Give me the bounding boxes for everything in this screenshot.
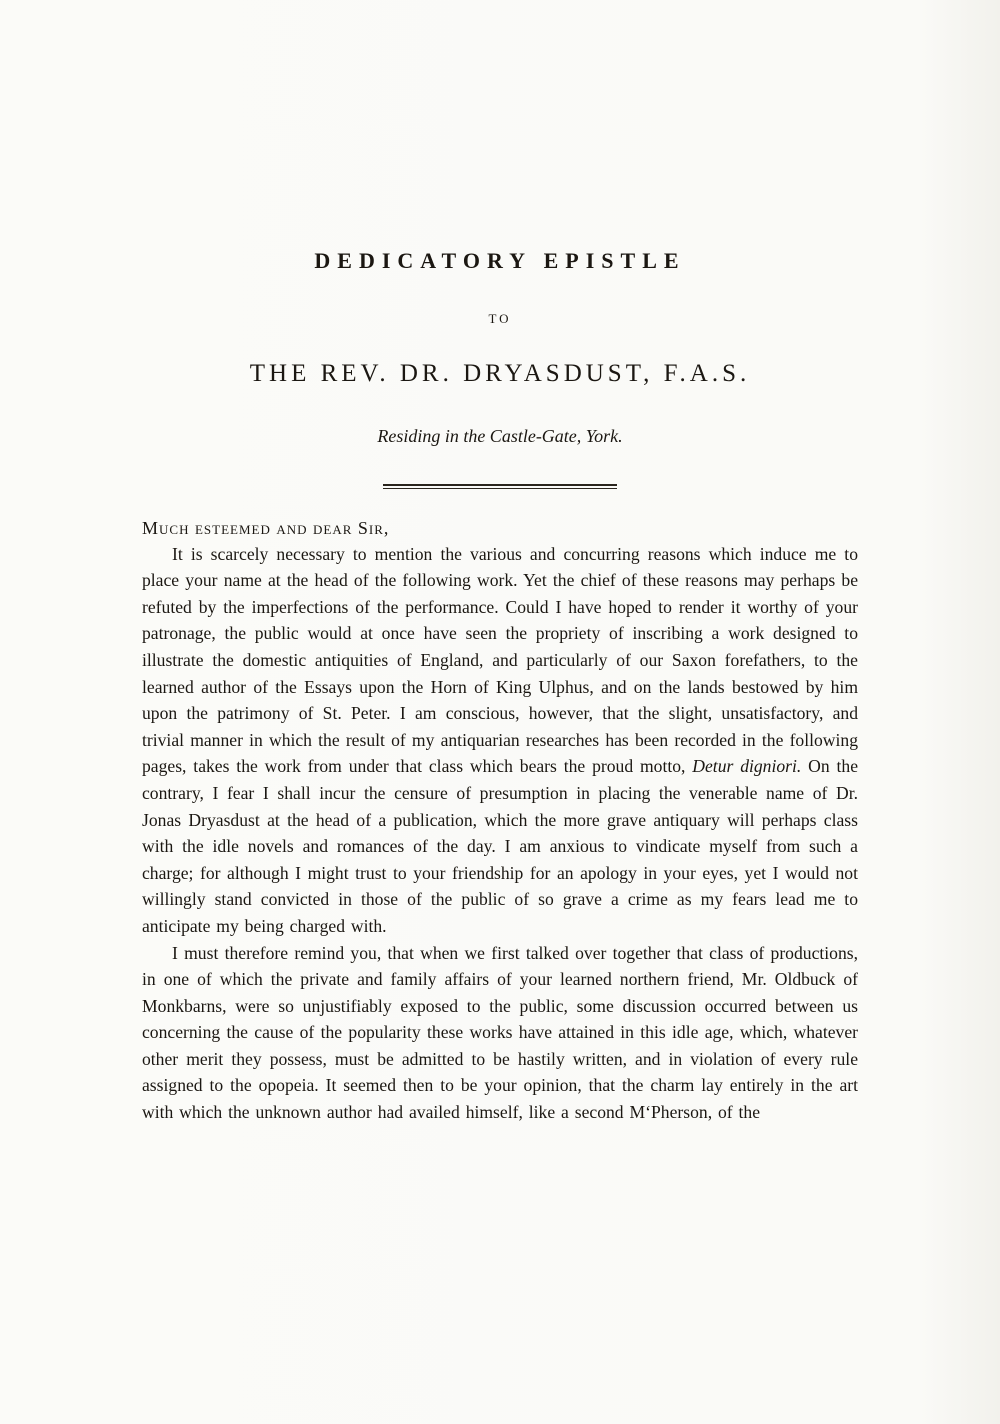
paragraph-2: I must therefore remind you, that when we first talked over together that class of productions, in one of which the private and family affairs of your learned northern friend, Mr. Oldbuck of Monkbarns, were so unjustifiably exposed to the public, some discussion occurred between us concerning the cause of the popularity these works have attained in this idle age, which, whatever other merit they possess, must be admitted to be hastily written, and in violation of every rule assigned to the opopeia. It seemed then to be your opinion, that the charm lay entirely in the art with which the unknown author had availed himself, like a second M‘Pherson, of the (142, 942, 858, 1123)
salutation: Much esteemed and dear Sir, (142, 517, 390, 538)
paragraph-1-text-before-motto: It is scarcely necessary to mention the various and concurring reasons which induce me to place your name at the head of the following work. Yet the chief of these reasons may perhaps be refuted by the imperfections of the performance. Could I have hoped to render it worthy of your patronage, the public would at once have seen the propriety of inscribing a work designed to illustrate the domestic antiquities of England, and particularly of our Saxon forefathers, to the learned author of the Essays upon the Horn of King Ulphus, and on the lands bestowed by him upon the patrimony of St. Peter. I am conscious, however, that the slight, unsatisfactory, and trivial manner in which the result of my antiquarian researches has been recorded in the following pages, takes the work from under that class which bears the proud motto, (142, 543, 858, 777)
ornamental-rule (383, 484, 617, 489)
page-title: DEDICATORY EPISTLE (314, 248, 686, 273)
paragraph-1 (142, 541, 858, 940)
dedicatee-name: THE REV. DR. DRYASDUST, F.A.S. (249, 360, 751, 387)
dedicatory-epistle (142, 0, 858, 1126)
latin-motto: Detur digniori. (692, 756, 802, 777)
paragraph-1-text-after-motto: On the contrary, I fear I shall incur the censure of presumption in placing the venerable name of Dr. Jonas Dryasdust at the head of a publication, which the more grave antiquary will perhaps class with the idle novels and romances of the day. I am anxious to vindicate myself from such a charge; for although I might trust to your friendship for an apology in your eyes, yet I would not willingly stand convicted in those of the public of so grave a crime as my fears lead me to anticipate my being charged with. (142, 756, 858, 936)
residence-line: Residing in the Castle-Gate, York. (377, 426, 623, 446)
subtitle-to: TO (488, 311, 512, 326)
